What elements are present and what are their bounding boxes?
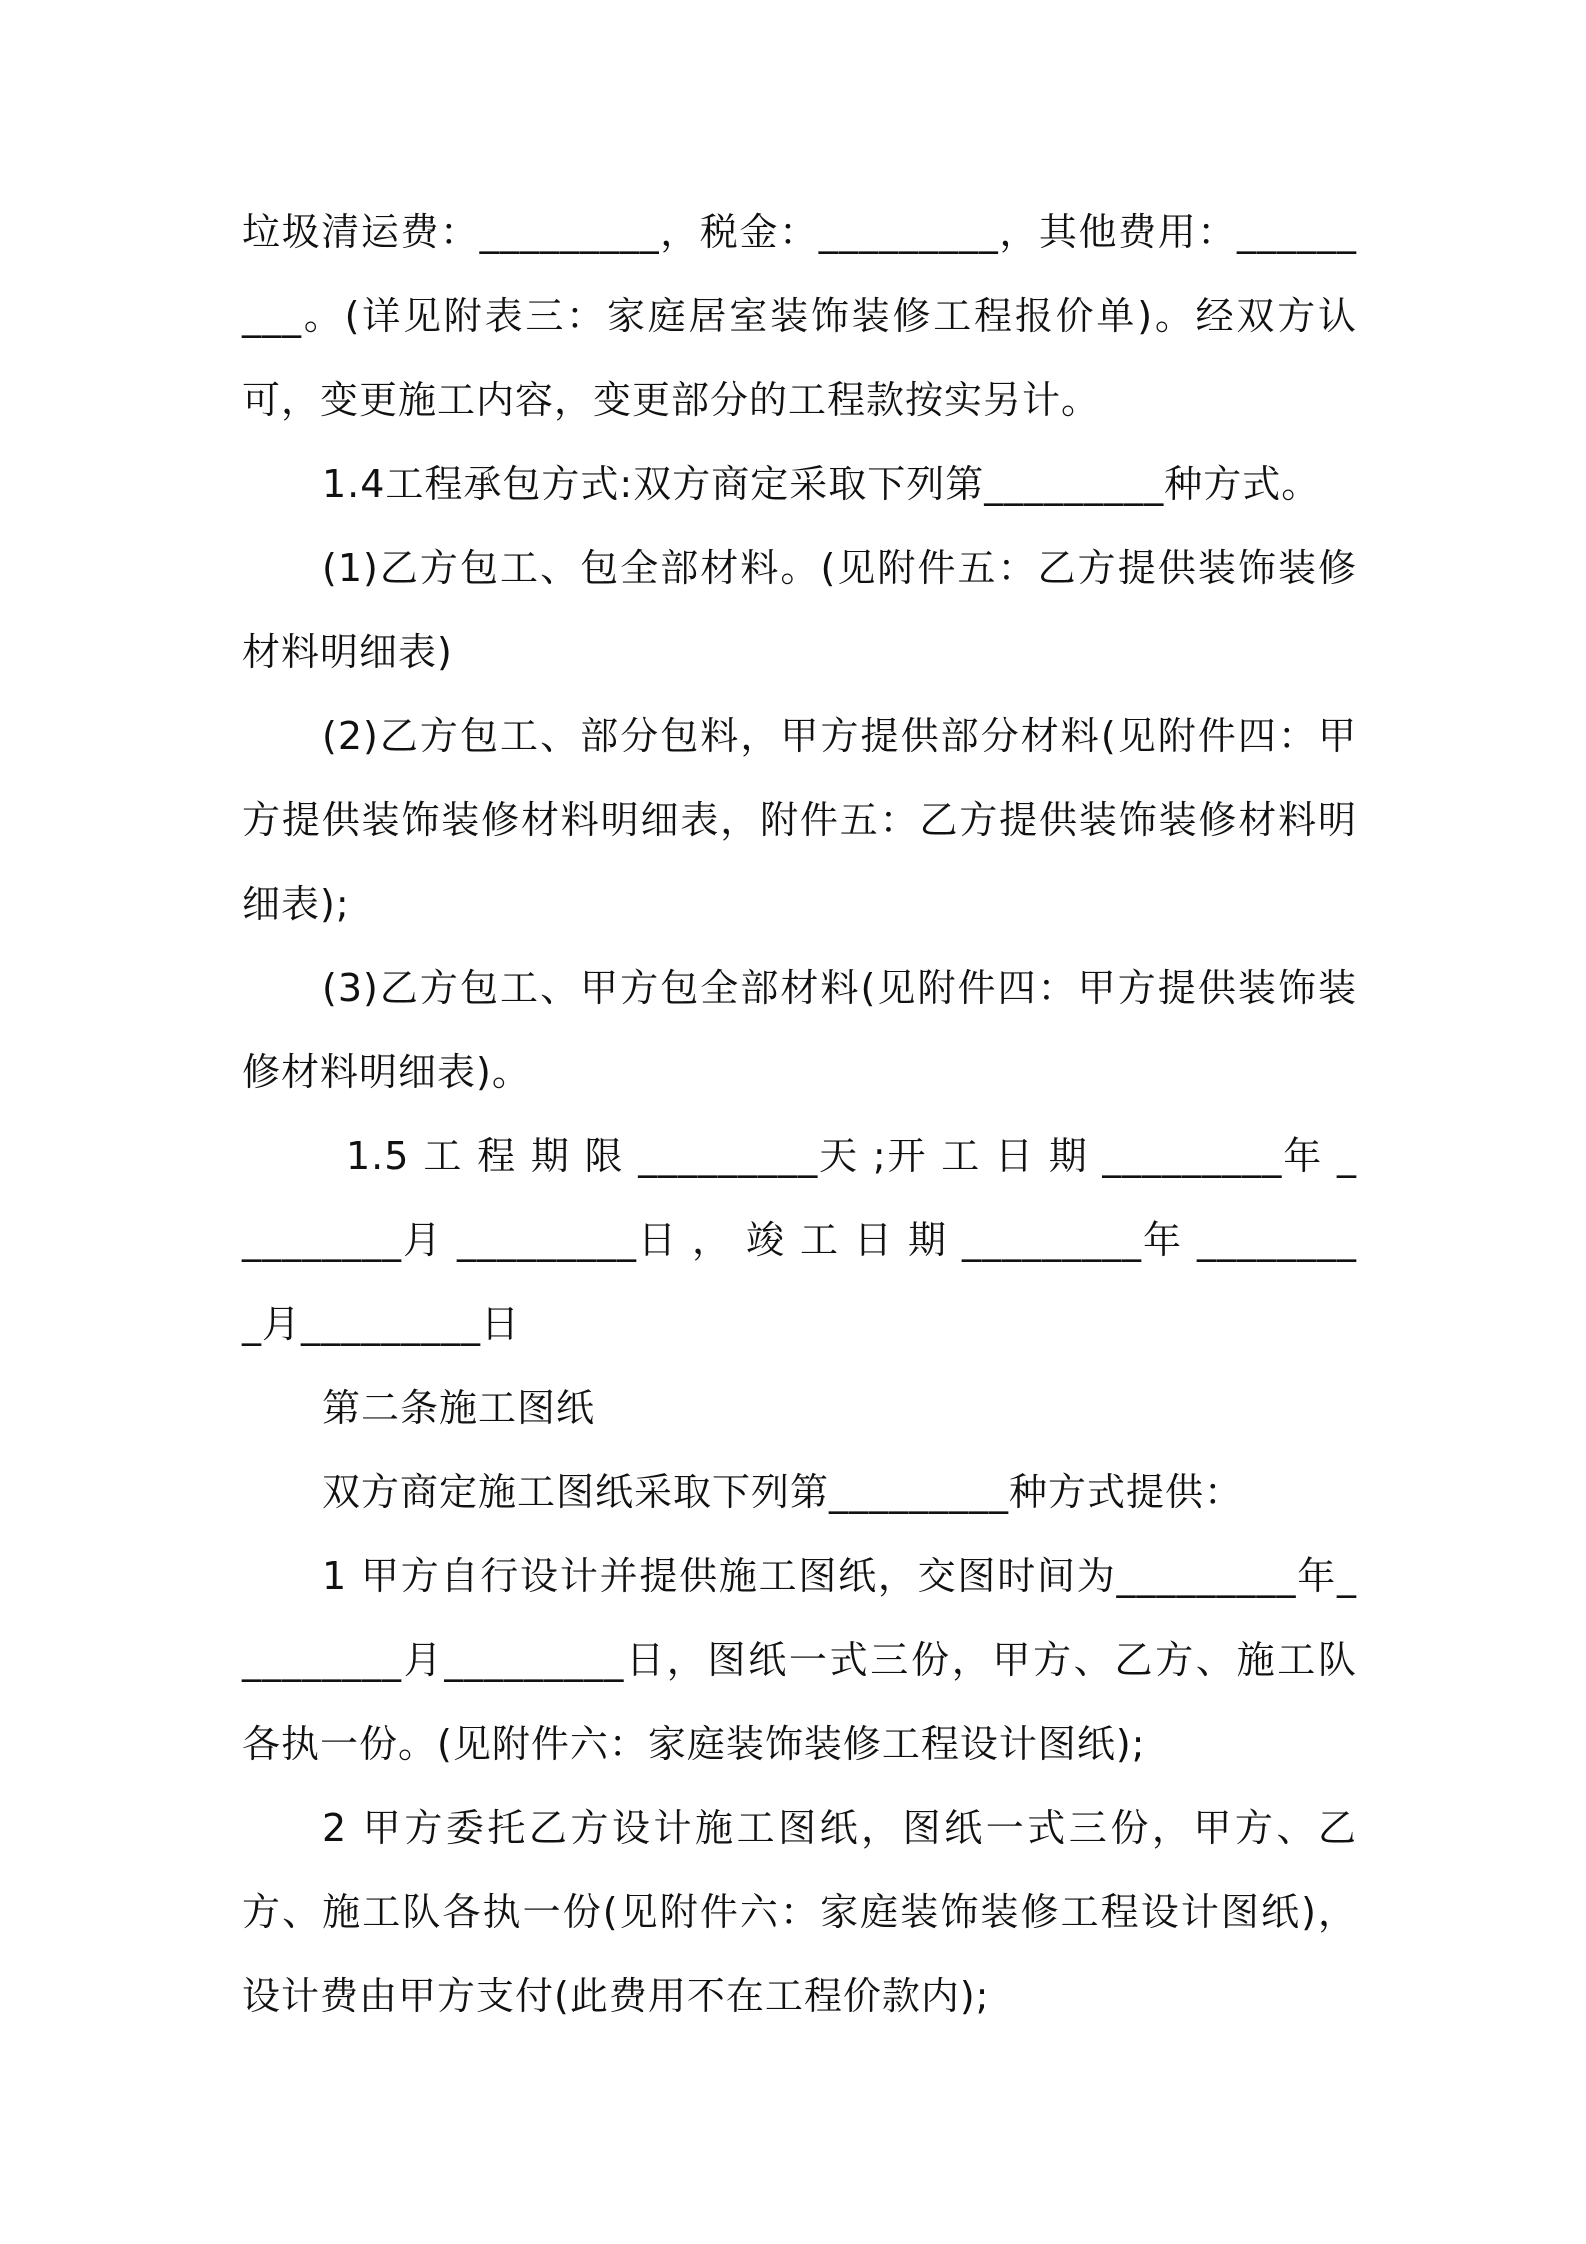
paragraph-drawing-option-2: 2 甲方委托乙方设计施工图纸，图纸一式三份，甲方、乙方、施工队各执一份(见附件六：家庭装饰装修工程设计图纸)，设计费由甲方支付(此费用不在工程价款内); (242, 1806, 1357, 2018)
paragraph-option-2: (2)乙方包工、部分包料，甲方提供部分材料(见附件四：甲方提供装饰装修材料明细表，附件五：乙方提供装饰装修材料明细表); (242, 714, 1357, 926)
paragraph-drawing-option-1: 1 甲方自行设计并提供施工图纸，交图时间为_________年_________月_________日，图纸一式三份，甲方、乙方、施工队各执一份。(见附件六：家庭装饰装修工程设计图纸); (242, 1554, 1357, 1766)
paragraph-fees: 垃圾清运费：_________，税金：_________，其他费用：_________。(详见附表三：家庭居室装饰装修工程报价单)。经双方认可，变更施工内容，变更部分的工程款按实另计。 (242, 210, 1357, 422)
paragraph-drawing-method: 双方商定施工图纸采取下列第_________种方式提供： (322, 1470, 1244, 1514)
paragraph-option-3: (3)乙方包工、甲方包全部材料(见附件四：甲方提供装饰装修材料明细表)。 (242, 966, 1357, 1094)
paragraph-option-1: (1)乙方包工、包全部材料。(见附件五：乙方提供装饰装修材料明细表) (242, 546, 1357, 674)
section-heading-drawings: 第二条施工图纸 (322, 1386, 596, 1430)
document-body (242, 190, 1357, 2038)
paragraph-contract-method: 1.4工程承包方式:双方商定采取下列第_________种方式。 (322, 462, 1321, 506)
paragraph-schedule: 1.5 工 程 期 限 _________天 ;开 工 日 期 _________年 _________月 _________日 ， 竣 工 日 期 _________年 _________月_________日 (242, 1134, 1357, 1346)
